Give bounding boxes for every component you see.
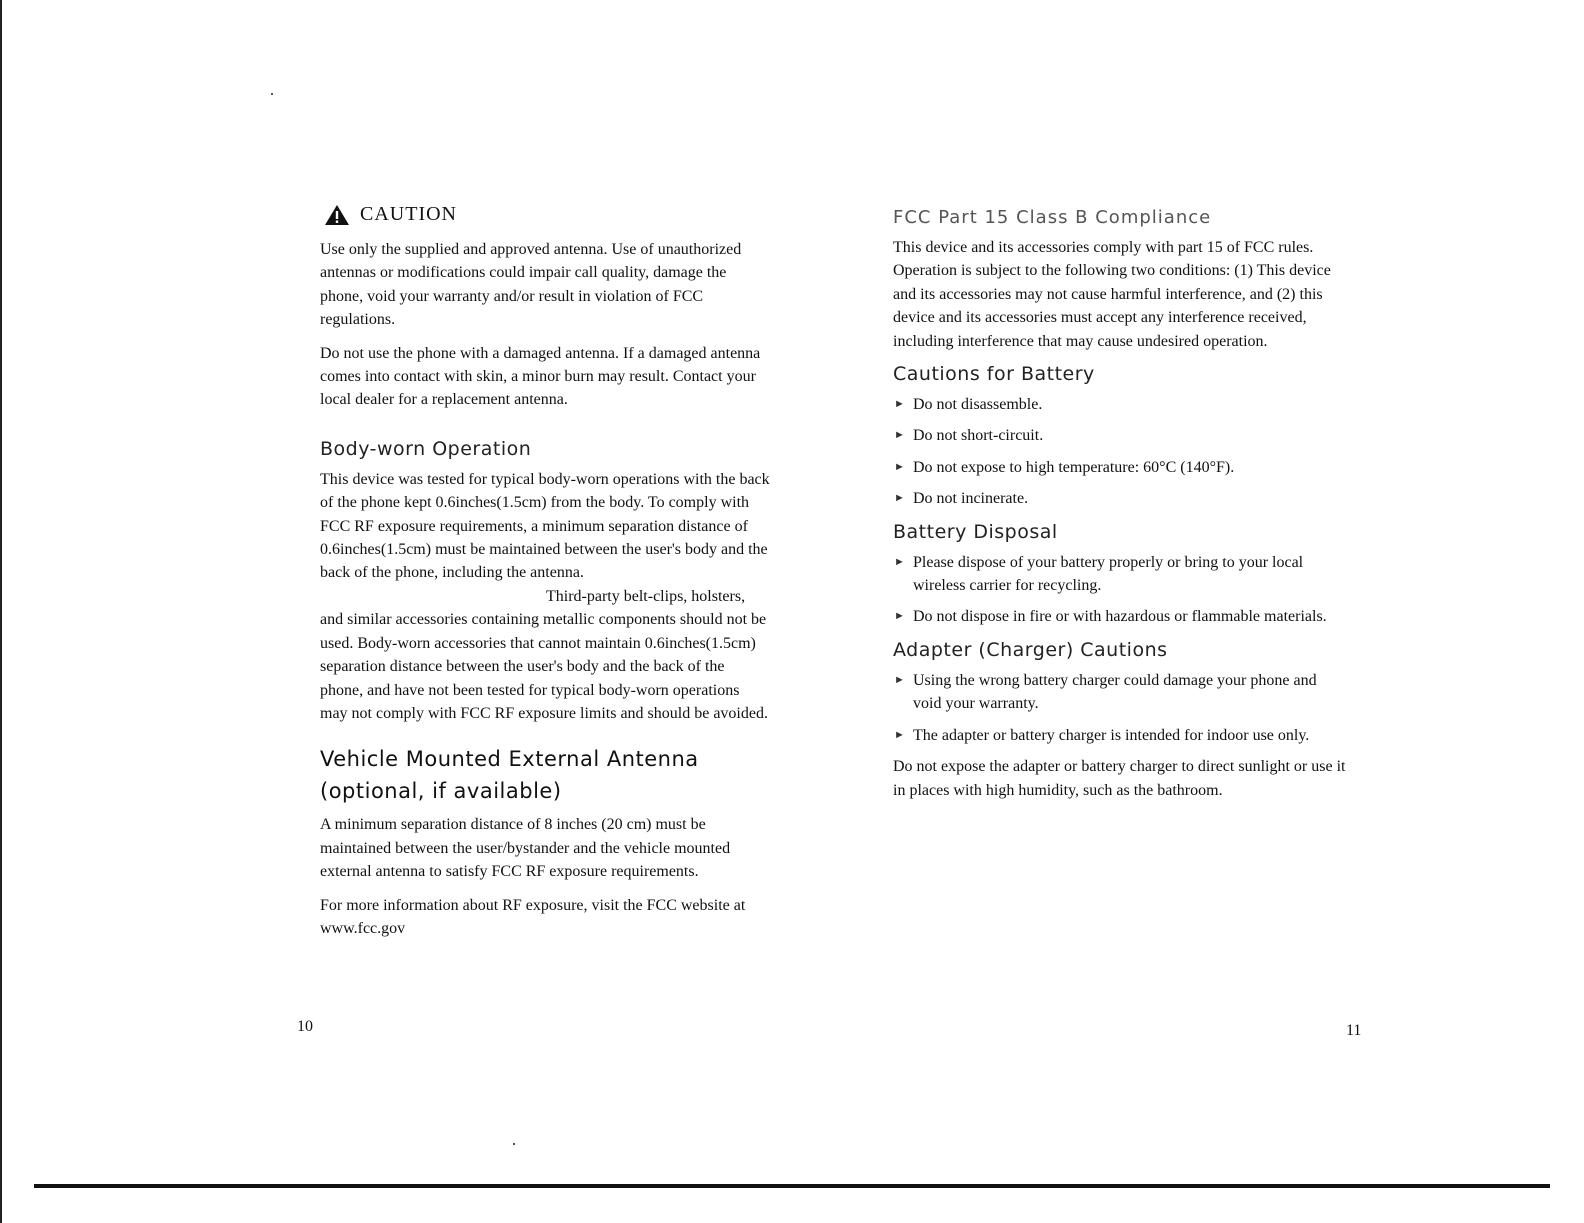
arrow-bullet-icon: ► [894, 673, 905, 686]
scan-edge [0, 0, 2, 1223]
arrow-bullet-icon: ► [894, 728, 905, 741]
arrow-bullet-icon: ► [894, 555, 905, 568]
caution-paragraph: Use only the supplied and approved antenna. Use of unauthorized antennas or modifications could impair call quality, damage the phone, void your warranty and/or result in violation of FCC regulations. [320, 241, 742, 329]
fcc-compliance-text: This device and its accessories comply with part 15 of FCC rules. Operation is subject to the following two conditions: (1) This device and its accessories may not cause harmful interference, and (2) this device and its accessories must accept any interference received, including interference that may cause undesired operation. [893, 239, 1331, 350]
warning-triangle-icon [324, 204, 350, 226]
list-item: ► Do not short-circuit. [893, 424, 1348, 447]
caution-header [324, 203, 770, 226]
adapter-cautions-list [893, 669, 1348, 747]
arrow-bullet-icon: ► [894, 610, 905, 623]
arrow-bullet-icon: ► [894, 398, 905, 411]
arrow-bullet-icon: ► [894, 460, 905, 473]
adapter-note: Do not expose the adapter or battery charger to direct sunlight or use it in places with high humidity, such as the bathroom. [893, 758, 1346, 799]
vehicle-paragraph: For more information about RF exposure, visit the FCC website at www.fcc.gov [320, 896, 746, 937]
caution-paragraph: Do not use the phone with a damaged antenna. If a damaged antenna comes into contact with skin, a minor burn may result. Contact your local dealer for a replacement antenna. [320, 344, 761, 409]
list-item: ► Do not incinerate. [893, 487, 1348, 510]
fcc-compliance-heading: FCC Part 15 Class B Compliance [893, 207, 1212, 228]
scan-speck [513, 1143, 515, 1145]
body-worn-paragraph [320, 468, 770, 725]
scan-speck [271, 93, 273, 95]
list-item: ► Do not expose to high temperature: 60°C (140°F). [893, 456, 1348, 479]
right-page [893, 195, 1348, 812]
page-number-right: 11 [1346, 1022, 1362, 1039]
page-number-left: 10 [297, 1018, 313, 1035]
caution-title: CAUTION [360, 203, 457, 225]
left-page [320, 195, 770, 950]
body-worn-text-a: This device was tested for typical body-worn operations with the back of the phone kept 0.6inches(1.5cm) from the body. To comply with FCC RF exposure requirements, a minimum separation distance of 0.6inches(1.5cm) must be maintained between the user's body and the back of the phone, including the antenna. [320, 470, 770, 582]
list-item: ► Do not disassemble. [893, 393, 1348, 416]
arrow-bullet-icon: ► [894, 492, 905, 505]
vehicle-paragraph: A minimum separation distance of 8 inches (20 cm) must be maintained between the user/bystander and the vehicle mounted external antenna to satisfy FCC RF exposure requirements. [320, 816, 731, 881]
battery-cautions-list [893, 393, 1348, 511]
adapter-cautions-heading: Adapter (Charger) Cautions [893, 638, 1168, 661]
list-item: ► The adapter or battery charger is intended for indoor use only. [893, 724, 1348, 747]
battery-cautions-heading: Cautions for Battery [893, 363, 1095, 386]
body-worn-text-b: Third-party belt-clips, holsters, and similar accessories containing metallic components should not be used. Body-worn accessories that cannot maintain 0.6inches(1.5cm) separation distance between the user's body and the back of the phone, and have not been tested for typical body-worn operations may not comply with FCC RF exposure limits and should be avoided. [320, 587, 768, 722]
list-item: ► Please dispose of your battery properly or bring to your local wireless carrier for recycling. [893, 551, 1348, 598]
body-worn-heading: Body-worn Operation [320, 437, 532, 460]
bottom-rule [34, 1184, 1550, 1188]
list-item: ► Using the wrong battery charger could damage your phone and void your warranty. [893, 669, 1348, 716]
arrow-bullet-icon: ► [894, 429, 905, 442]
battery-disposal-heading: Battery Disposal [893, 520, 1058, 543]
list-item: ► Do not dispose in fire or with hazardous or flammable materials. [893, 605, 1348, 628]
battery-disposal-list [893, 551, 1348, 629]
vehicle-antenna-heading: Vehicle Mounted External Antenna (optional, if available) [320, 747, 699, 804]
